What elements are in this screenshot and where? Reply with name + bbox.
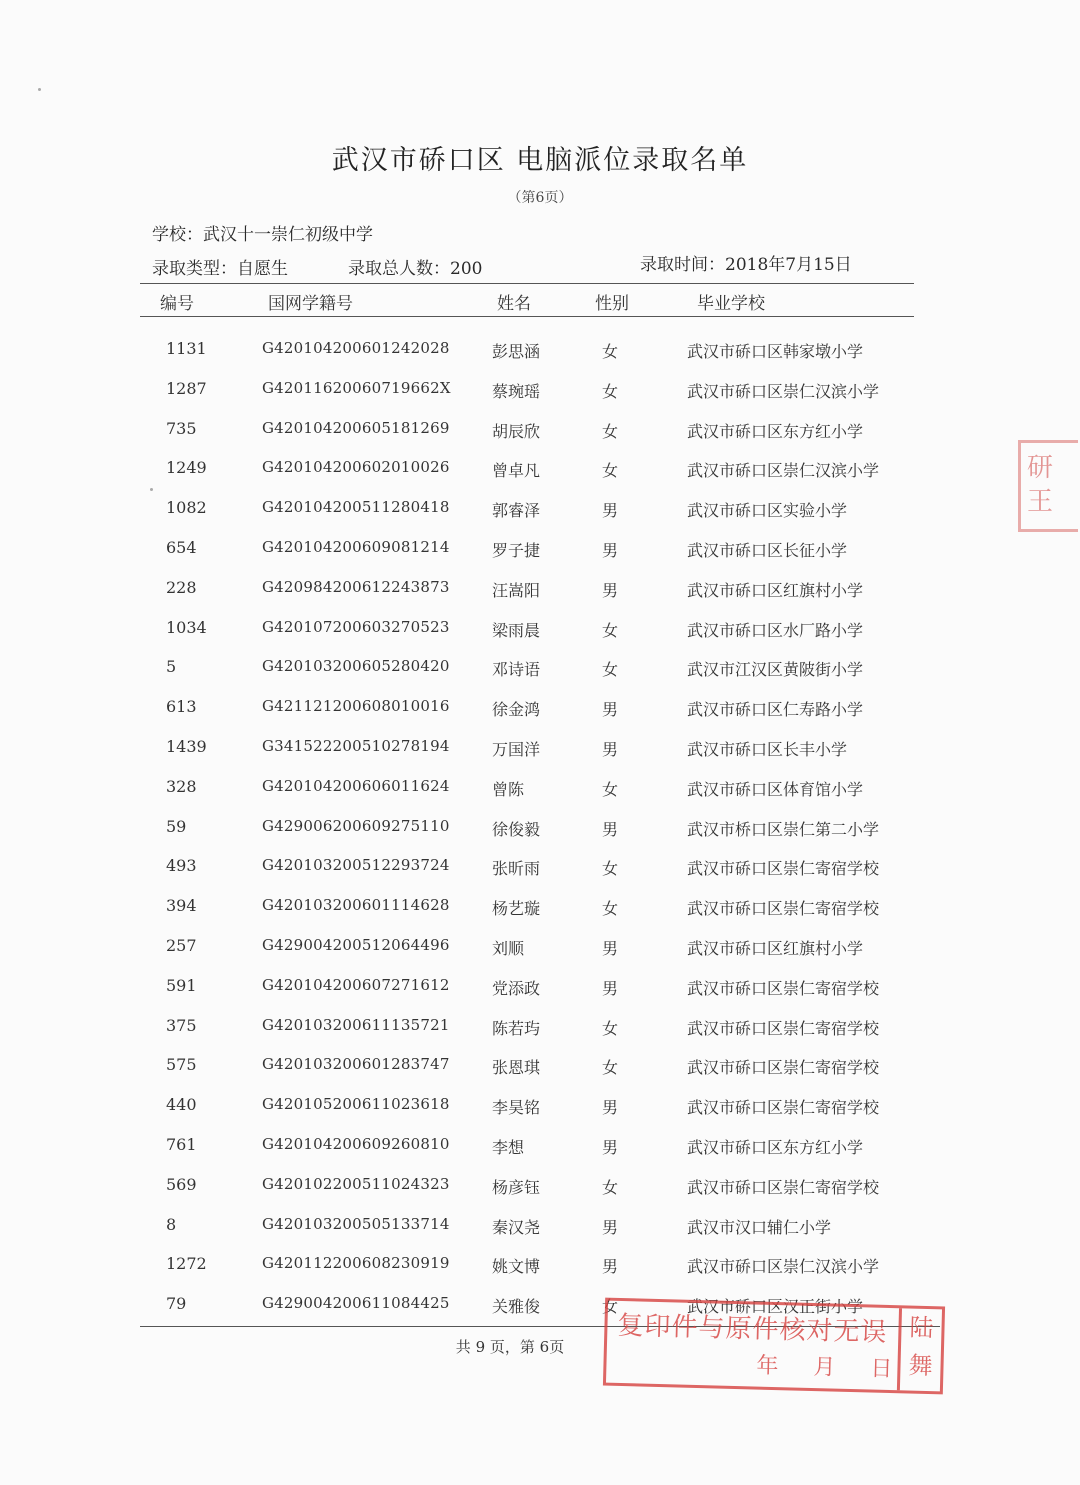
table-row [0,1135,1080,1175]
header-school: 毕业学校 [697,294,765,314]
cell-number: 394 [166,896,197,916]
table-row [0,976,1080,1016]
cell-number: 735 [166,418,197,438]
cell-school: 武汉市硚口区崇仁寄宿学校 [687,899,880,919]
admission-total: 录取总人数：200 [348,259,483,279]
cell-student-id: G420103200512293724 [262,856,450,875]
table-row [0,936,1080,976]
cell-school: 武汉市硚口区红旗村小学 [687,939,864,958]
cell-gender: 女 [602,461,619,481]
stamp-date: 年 月 日 [756,1353,893,1383]
cell-name: 罗子捷 [492,541,541,560]
cell-name: 刘顺 [492,939,525,958]
table-top-rule [140,283,914,284]
cell-school: 武汉市硚口区实验小学 [687,501,848,521]
cell-student-id: G420102200511024323 [262,1174,450,1193]
cell-school: 武汉市汉口辅仁小学 [687,1217,832,1237]
cell-name: 秦汉尧 [492,1217,541,1237]
cell-school: 武汉市硚口区水厂路小学 [687,620,864,640]
cell-gender: 男 [602,819,619,839]
cell-name: 姚文博 [492,1257,541,1277]
cell-number: 493 [166,856,197,876]
cell-school: 武汉市硚口区崇仁寄宿学校 [687,1177,880,1197]
cell-student-id: G420103200611135721 [262,1015,450,1034]
cell-gender: 男 [602,978,619,998]
table-row [0,578,1080,618]
cell-gender: 女 [602,421,619,441]
cell-name: 汪嵩阳 [492,580,541,600]
cell-name: 徐俊毅 [492,819,541,839]
table-row [0,657,1080,697]
cell-gender: 女 [602,342,619,361]
cell-student-id: G420104200609081214 [262,538,450,556]
cell-number: 1082 [166,498,207,518]
cell-number: 328 [166,776,197,796]
cell-school: 武汉市硚口区崇仁汉滨小学 [687,381,880,401]
cell-school: 武汉市硚口区崇仁汉滨小学 [687,1257,880,1277]
cell-student-id: G420103200505133714 [262,1214,450,1233]
table-row [0,618,1080,658]
cell-gender: 女 [602,779,619,799]
table-row [0,458,1080,498]
cell-student-id: G420104200607271612 [262,975,450,994]
cell-number: 375 [166,1015,197,1035]
page-label: （第6页） [507,190,573,206]
table-row [0,1016,1080,1056]
cell-student-id: G429006200609275110 [262,816,450,835]
cell-student-id: G420103200601114628 [262,896,450,915]
table-row [0,1055,1080,1095]
cell-number: 654 [166,538,197,557]
cell-name: 张昕雨 [492,859,541,879]
table-row [0,1175,1080,1215]
cell-gender: 女 [602,859,619,879]
cell-gender: 男 [602,1098,619,1118]
header-student-id: 国网学籍号 [268,294,353,314]
cell-school: 武汉市硚口区崇仁寄宿学校 [687,1058,880,1078]
table-row [0,1215,1080,1255]
header-name: 姓名 [497,294,531,314]
cell-gender: 男 [602,1217,619,1237]
cell-gender: 男 [602,580,619,600]
school-line: 学校：武汉十一崇仁初级中学 [152,225,373,245]
cell-student-id: G420105200611023618 [262,1095,450,1114]
table-row [0,1254,1080,1294]
cell-number: 575 [166,1055,197,1075]
cell-gender: 男 [602,939,619,958]
cell-name: 万国洋 [492,740,541,759]
cell-student-id: G420104200602010026 [262,458,450,477]
table-header-rule [140,316,914,317]
cell-student-id: G420104200609260810 [262,1135,450,1153]
cell-school: 武汉市硚口区崇仁寄宿学校 [687,1018,880,1038]
cell-name: 陈若玙 [492,1018,541,1038]
cell-name: 党添政 [492,978,541,998]
cell-school: 武汉市硚口区东方红小学 [687,1138,864,1157]
cell-gender: 女 [602,620,619,640]
cell-student-id: G420112200608230919 [262,1254,450,1273]
cell-name: 关雅俊 [492,1297,541,1317]
cell-number: 761 [166,1135,197,1154]
cell-student-id: G420104200605181269 [262,418,450,437]
stamp-side-text: 陆舞 [897,1308,942,1391]
cell-school: 武汉市硚口区崇仁寄宿学校 [687,1098,880,1118]
paper-speck [38,88,41,91]
cell-student-id: G420107200603270523 [262,617,450,636]
cell-name: 梁雨晨 [492,620,541,640]
cell-student-id: G341522200510278194 [262,737,450,755]
edge-seal: 研 王 [1018,440,1078,532]
cell-number: 1287 [166,378,207,398]
cell-student-id: G420103200605280420 [262,657,450,676]
table-row [0,419,1080,459]
cell-gender: 男 [602,740,619,759]
cell-student-id: G420104200601242028 [262,339,450,357]
cell-number: 8 [166,1214,177,1234]
cell-name: 曾陈 [492,779,525,799]
cell-number: 1249 [166,458,207,478]
cell-gender: 男 [602,700,619,720]
table-row [0,1095,1080,1135]
cell-name: 张恩琪 [492,1058,541,1078]
table-row [0,339,1080,379]
cell-name: 邓诗语 [492,660,541,680]
table-row [0,697,1080,737]
cell-number: 228 [166,577,197,597]
cell-school: 武汉市硚口区汉正街小学 [687,1297,864,1317]
cell-number: 440 [166,1095,197,1115]
cell-student-id: G420104200606011624 [262,776,450,795]
table-row [0,817,1080,857]
cell-gender: 男 [602,541,619,560]
cell-school: 武汉市硚口区东方红小学 [687,421,864,441]
cell-student-id: G429004200512064496 [262,936,450,954]
cell-number: 59 [166,816,187,836]
header-number: 编号 [160,294,194,314]
table-row [0,538,1080,578]
cell-number: 79 [166,1294,187,1314]
cell-name: 李想 [492,1138,525,1157]
cell-school: 武汉市硚口区韩家墩小学 [687,342,864,361]
cell-number: 613 [166,697,197,717]
cell-number: 1131 [166,339,207,358]
cell-number: 257 [166,936,197,955]
header-gender: 性别 [595,294,629,314]
cell-school: 武汉市硚口区体育馆小学 [687,779,864,799]
table-row [0,896,1080,936]
cell-name: 彭思涵 [492,342,541,361]
cell-gender: 男 [602,1257,619,1277]
cell-gender: 男 [602,501,619,521]
cell-name: 杨彦钰 [492,1177,541,1197]
cell-student-id: G420984200612243873 [262,577,450,596]
copy-verification-stamp [603,1298,945,1395]
cell-gender: 女 [602,381,619,401]
admission-type: 录取类型：自愿生 [152,259,288,279]
cell-gender: 男 [602,1138,619,1157]
admission-time: 录取时间：2018年7月15日 [640,255,852,275]
table-row [0,777,1080,817]
cell-gender: 女 [602,1177,619,1197]
cell-school: 武汉市硚口区仁寿路小学 [687,700,864,720]
table-row [0,737,1080,777]
cell-school: 武汉市硚口区崇仁寄宿学校 [687,859,880,879]
cell-number: 1439 [166,737,207,756]
paper-speck [150,488,153,491]
table-row [0,379,1080,419]
cell-student-id: G420103200601283747 [262,1055,450,1074]
cell-gender: 女 [602,899,619,919]
stamp-text: 复印件与原件核对无误 [617,1310,888,1348]
cell-number: 1272 [166,1254,207,1274]
cell-school: 武汉市硚口区长丰小学 [687,740,848,759]
cell-student-id: G421121200608010016 [262,697,450,716]
table-row [0,498,1080,538]
cell-student-id: G420104200511280418 [262,498,450,517]
cell-gender: 女 [602,1058,619,1078]
cell-gender: 女 [602,660,619,680]
cell-school: 武汉市硚口区长征小学 [687,541,848,560]
cell-student-id: G42011620060719662X [262,378,451,397]
cell-name: 曾卓凡 [492,461,541,481]
cell-name: 徐金鸿 [492,700,541,720]
cell-number: 569 [166,1174,197,1194]
table-row [0,856,1080,896]
cell-number: 1034 [166,617,207,637]
page-footer: 共 9 页，第 6页 [455,1338,565,1356]
cell-school: 武汉市硚口区红旗村小学 [687,580,864,600]
cell-name: 郭睿泽 [492,501,541,521]
cell-number: 5 [166,657,177,677]
cell-name: 李昊铭 [492,1098,541,1118]
cell-school: 武汉市桥口区崇仁第二小学 [687,819,880,839]
cell-name: 蔡琬瑶 [492,381,541,401]
cell-gender: 女 [602,1018,619,1038]
cell-gender: 女 [602,1297,619,1317]
cell-school: 武汉市江汉区黄陂街小学 [687,660,864,680]
cell-name: 杨艺璇 [492,899,541,919]
cell-name: 胡辰欣 [492,421,541,441]
cell-school: 武汉市硚口区崇仁寄宿学校 [687,978,880,998]
cell-number: 591 [166,975,197,995]
document-title: 武汉市硚口区 电脑派位录取名单 [331,145,749,176]
cell-student-id: G429004200611084425 [262,1294,450,1313]
cell-school: 武汉市硚口区崇仁汉滨小学 [687,461,880,481]
